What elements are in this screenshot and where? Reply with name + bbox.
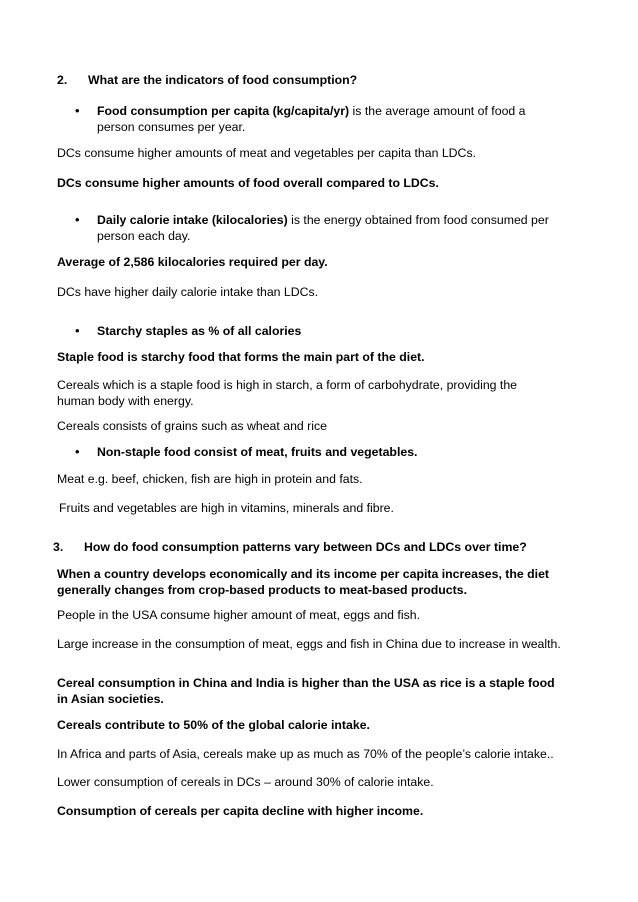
bullet-term: Food consumption per capita (kg/capita/yr) — [97, 104, 350, 118]
bullet-definition: is the average amount of food a person consumes per year. — [97, 104, 526, 134]
paragraph-bold: Staple food is starchy food that forms the main part of the diet. — [57, 350, 425, 364]
section-title: How do food consumption patterns vary between DCs and LDCs over time? — [84, 540, 527, 554]
bullet-starchy-staples: Starchy staples as % of all calories — [97, 324, 302, 338]
bullet-icon: • — [75, 323, 80, 338]
paragraph: Cereals which is a staple food is high in starch, a form of carbohydrate, providing the human body with energy. — [57, 378, 518, 408]
paragraph: Lower consumption of cereals in DCs – around 30% of calorie intake. — [57, 775, 434, 789]
section-title: What are the indicators of food consumption? — [88, 73, 358, 87]
bullet-food-consumption-per-capita — [97, 103, 552, 135]
paragraph-bold: When a country develops economically and its income per capita increases, the diet generally changes from crop-based products to meat-based products. — [57, 567, 550, 597]
paragraph-bold: DCs consume higher amounts of food overall compared to LDCs. — [57, 176, 439, 190]
section-3-heading — [53, 539, 573, 555]
paragraph: DCs consume higher amounts of meat and vegetables per capita than LDCs. — [57, 146, 477, 160]
paragraph: In Africa and parts of Asia, cereals make up as much as 70% of the people’s calorie intake.. — [57, 747, 554, 761]
paragraph: Large increase in the consumption of meat, eggs and fish in China due to increase in wealth. — [57, 637, 561, 651]
bullet-definition: is the energy obtained from food consumed per person each day. — [97, 213, 549, 243]
section-2-heading — [57, 72, 557, 88]
paragraph-bold: Cereal consumption in China and India is higher than the USA as rice is a staple food in Asian societies. — [57, 676, 555, 706]
section-number: 2. — [57, 73, 68, 87]
paragraph-bold: Consumption of cereals per capita decline with higher income. — [57, 804, 424, 818]
paragraph-bold: Cereals contribute to 50% of the global calorie intake. — [57, 718, 370, 732]
bullet-icon: • — [75, 212, 80, 227]
paragraph: Meat e.g. beef, chicken, fish are high in protein and fats. — [57, 472, 363, 486]
paragraph: Cereals consists of grains such as wheat and rice — [57, 419, 327, 433]
section-number: 3. — [53, 540, 64, 554]
paragraph: Fruits and vegetables are high in vitamins, minerals and fibre. — [59, 501, 394, 515]
paragraph-bold: Average of 2,586 kilocalories required per day. — [57, 255, 328, 269]
bullet-daily-calorie-intake — [97, 212, 552, 244]
bullet-term: Daily calorie intake (kilocalories) — [97, 213, 288, 227]
bullet-non-staple-food: Non-staple food consist of meat, fruits and vegetables. — [97, 445, 418, 459]
paragraph: DCs have higher daily calorie intake than LDCs. — [57, 285, 319, 299]
paragraph: People in the USA consume higher amount of meat, eggs and fish. — [57, 608, 420, 622]
bullet-icon: • — [75, 444, 80, 459]
bullet-icon: • — [75, 103, 80, 118]
